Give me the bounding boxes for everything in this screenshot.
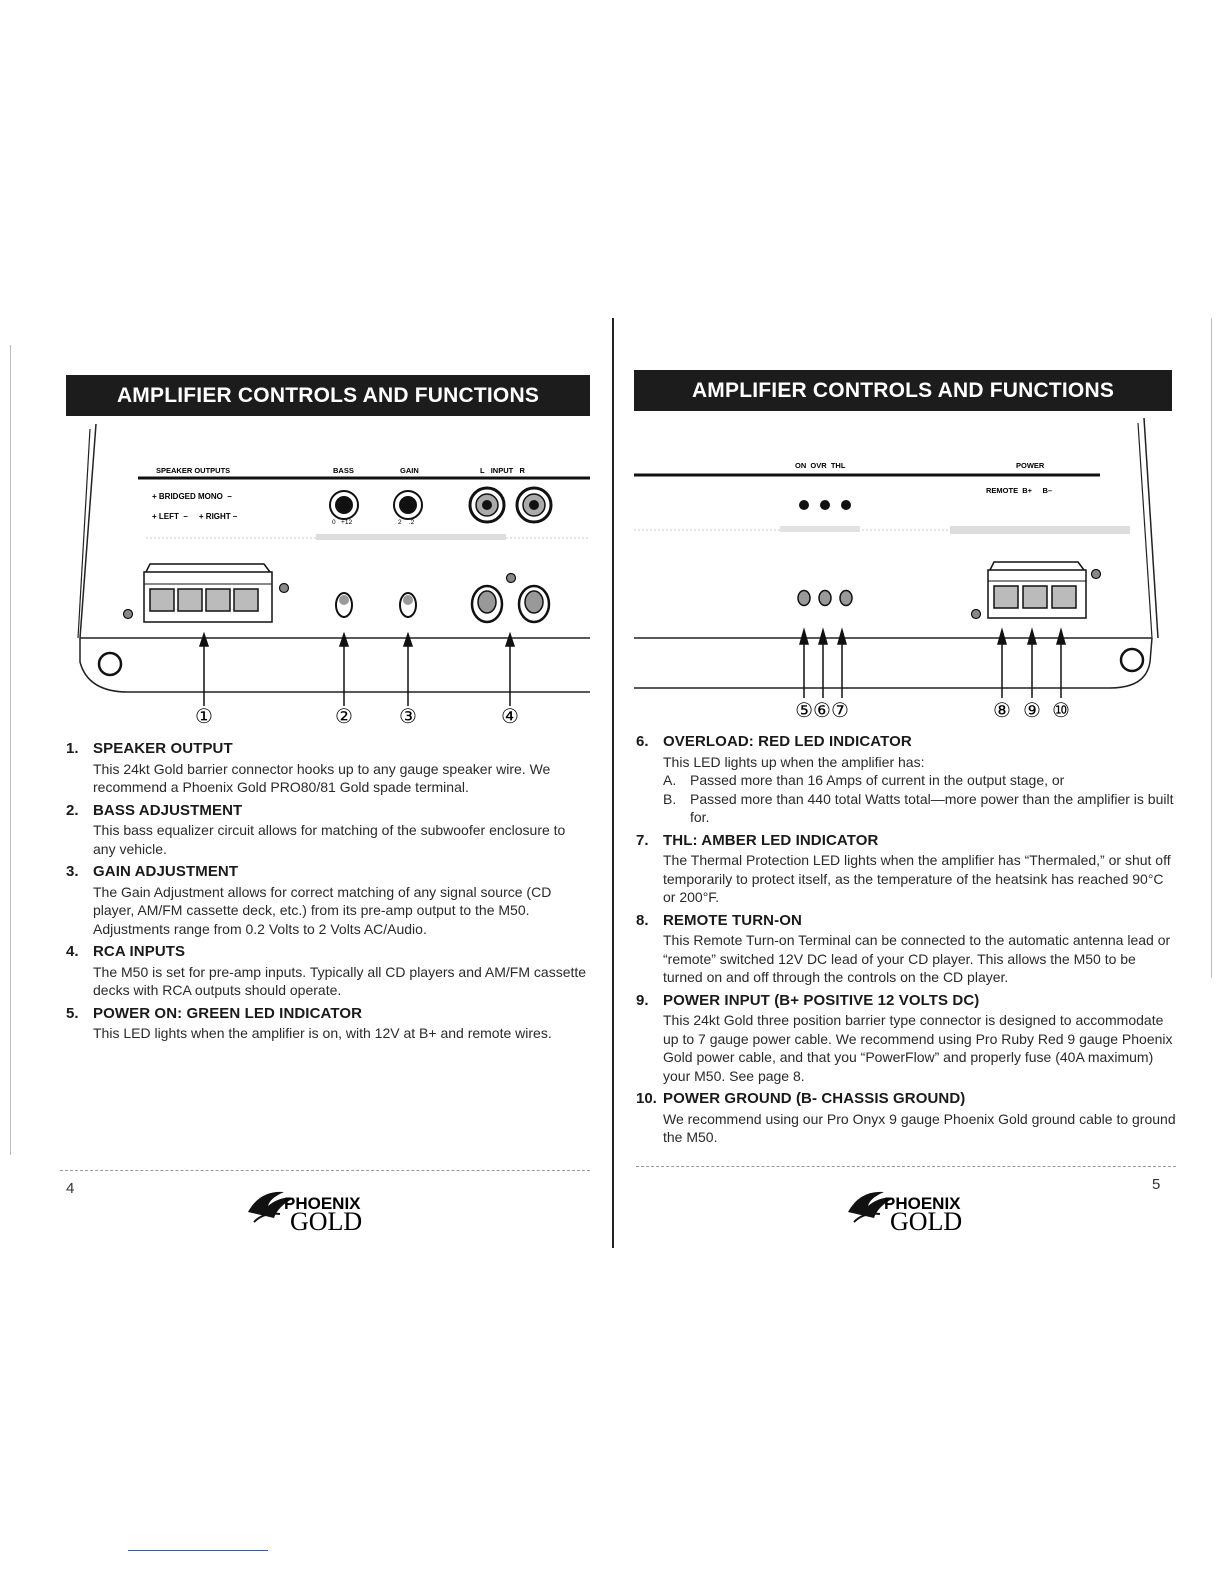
callout-arrows (200, 634, 514, 706)
callout-8: ⑧ (993, 700, 1011, 722)
right-banner: AMPLIFIER CONTROLS AND FUNCTIONS (634, 370, 1172, 411)
page-number: 5 (1152, 1176, 1161, 1193)
right-items-list (636, 733, 1176, 1152)
left-amplifier-diagram (66, 424, 596, 734)
item-body: This bass equalizer circuit allows for matching of the subwoofer enclosure to any vehicle. (93, 822, 566, 857)
speaker-terminal-block-icon (144, 564, 272, 622)
gain-knob-icon (394, 491, 422, 519)
item-heading: OVERLOAD: RED LED INDICATOR (663, 733, 912, 750)
list-item (636, 912, 1176, 987)
page-number: 4 (66, 1180, 75, 1197)
list-item (66, 863, 591, 938)
callout-4: ④ (501, 706, 519, 728)
item-number: 7. (636, 831, 649, 849)
left-footer-rule (60, 1170, 590, 1171)
right-footer-rule (636, 1166, 1176, 1167)
item-body: This 24kt Gold three position barrier type connector is designed to accommodate up to 7 gauge power cable. We recommend using Pro Ruby Red 9 gauge Phoenix Gold power cable, and that you “PowerFlow” and properly fuse (40A maximum) your M50. See page 8. (663, 1012, 1173, 1084)
list-item (636, 832, 1176, 907)
list-item (66, 802, 591, 859)
list-item (636, 733, 1176, 827)
item-heading: GAIN ADJUSTMENT (93, 863, 239, 880)
speaker-outputs-label: SPEAKER OUTPUTS (156, 466, 231, 475)
item-heading: POWER GROUND (B- CHASSIS GROUND) (663, 1090, 966, 1107)
sub-item-letter: A. (663, 772, 677, 788)
item-number: 5. (66, 1004, 79, 1022)
list-item (636, 992, 1176, 1086)
item-body: This LED lights when the amplifier is on, with 12V at B+ and remote wires. (93, 1025, 552, 1041)
power-label: POWER (1016, 461, 1045, 470)
callout-1: ① (195, 706, 213, 728)
rca-left-jack-icon (470, 488, 504, 522)
item-body: The Thermal Protection LED lights when the amplifier has “Thermaled,” or shut off temporarily to protect itself, as the temperature of the heatsink has reached 90°C or 200°F. (663, 852, 1171, 905)
item-number: 6. (636, 733, 649, 750)
item-heading: REMOTE TURN-ON (663, 911, 802, 929)
item-heading: POWER ON: GREEN LED INDICATOR (93, 1004, 363, 1022)
logo-gold-text: GOLD (290, 1207, 363, 1234)
item-heading: BASS ADJUSTMENT (93, 801, 243, 819)
list-item (66, 943, 591, 1000)
item-number: 2. (66, 801, 79, 819)
left-items-list (66, 740, 591, 1048)
item-number: 8. (636, 911, 649, 929)
led-side-icon (798, 591, 852, 606)
gain-range-label: 2 .2 (398, 519, 415, 526)
logo-phoenix-text: PHOENIX (284, 1194, 361, 1213)
sub-item-text: Passed more than 16 Amps of current in the output stage, or (690, 772, 1065, 788)
sub-item-text: Passed more than 440 total Watts total—more power than the amplifier is built for. (690, 790, 1174, 825)
callout-9: ⑨ (1023, 700, 1041, 722)
led-labels: ON OVR THL (795, 461, 846, 470)
sub-item-letter: B. (663, 790, 677, 807)
bridged-mono-label: + BRIDGED MONO – (152, 492, 232, 501)
item-body: The Gain Adjustment allows for correct matching of any signal source (CD player, AM/FM cassette deck, etc.) from its pre-amp output to the M50. Adjustments range from 0.2 Volts to 2 Volts AC/Audio. (93, 883, 552, 937)
left-banner: AMPLIFIER CONTROLS AND FUNCTIONS (66, 375, 590, 416)
list-item (636, 1090, 1176, 1147)
right-page (612, 0, 1224, 1584)
item-body: This LED lights up when the amplifier has: (663, 753, 925, 770)
phoenix-gold-logo (840, 1172, 990, 1234)
logo-phoenix-text: PHOENIX (884, 1194, 961, 1213)
item-number: 9. (636, 991, 649, 1009)
remote-label: REMOTE B+ B– (986, 486, 1053, 495)
input-label: L INPUT R (480, 466, 525, 475)
sub-item (663, 771, 1176, 790)
phoenix-gold-logo (240, 1172, 390, 1234)
logo-gold-text: GOLD (890, 1207, 963, 1234)
item-number: 4. (66, 943, 79, 960)
item-heading: THL: AMBER LED INDICATOR (663, 831, 879, 849)
callout-3: ③ (399, 706, 417, 728)
rca-side-jacks-icon (472, 586, 549, 622)
item-body: The M50 is set for pre-amp inputs. Typically all CD players and AM/FM cassette decks with RCA outputs should operate. (93, 963, 587, 998)
callout-5-6-7: ⑤⑥⑦ (795, 700, 849, 722)
callout-2: ② (335, 706, 353, 728)
sub-item (663, 790, 1176, 827)
item-body: This 24kt Gold barrier connector hooks up to any gauge speaker wire. We recommend a Phoenix Gold PRO80/81 Gold spade terminal. (93, 760, 551, 795)
item-body: We recommend using our Pro Onyx 9 gauge Phoenix Gold ground cable to ground the M50. (663, 1110, 1176, 1145)
item-number: 10. (636, 1090, 657, 1107)
callout-10: ⑩ (1052, 700, 1070, 722)
list-item (66, 740, 591, 797)
gain-pot-icon (400, 593, 416, 617)
led-indicators-icon (799, 500, 851, 510)
list-item (66, 1005, 591, 1043)
bass-knob-icon (330, 491, 358, 519)
item-number: 1. (66, 740, 79, 757)
bass-label: BASS (333, 466, 354, 475)
right-amplifier-diagram (630, 418, 1176, 730)
item-body: This Remote Turn-on Terminal can be connected to the automatic antenna lead or “remote” switched 12V DC lead of your CD player. This allows the M50 to be turned on and off through the controls on the CD player. (663, 932, 1171, 985)
item-heading: POWER INPUT (B+ POSITIVE 12 VOLTS DC) (663, 991, 980, 1009)
item-heading: RCA INPUTS (93, 943, 186, 960)
power-terminal-block-icon (988, 562, 1086, 618)
item-heading: SPEAKER OUTPUT (93, 740, 233, 757)
bass-range-label: 0 +12 (332, 519, 353, 526)
item-number: 3. (66, 863, 79, 880)
gain-label: GAIN (400, 466, 419, 475)
rca-right-jack-icon (517, 488, 551, 522)
left-right-label: + LEFT – + RIGHT – (152, 512, 238, 521)
bass-pot-icon (336, 593, 352, 617)
